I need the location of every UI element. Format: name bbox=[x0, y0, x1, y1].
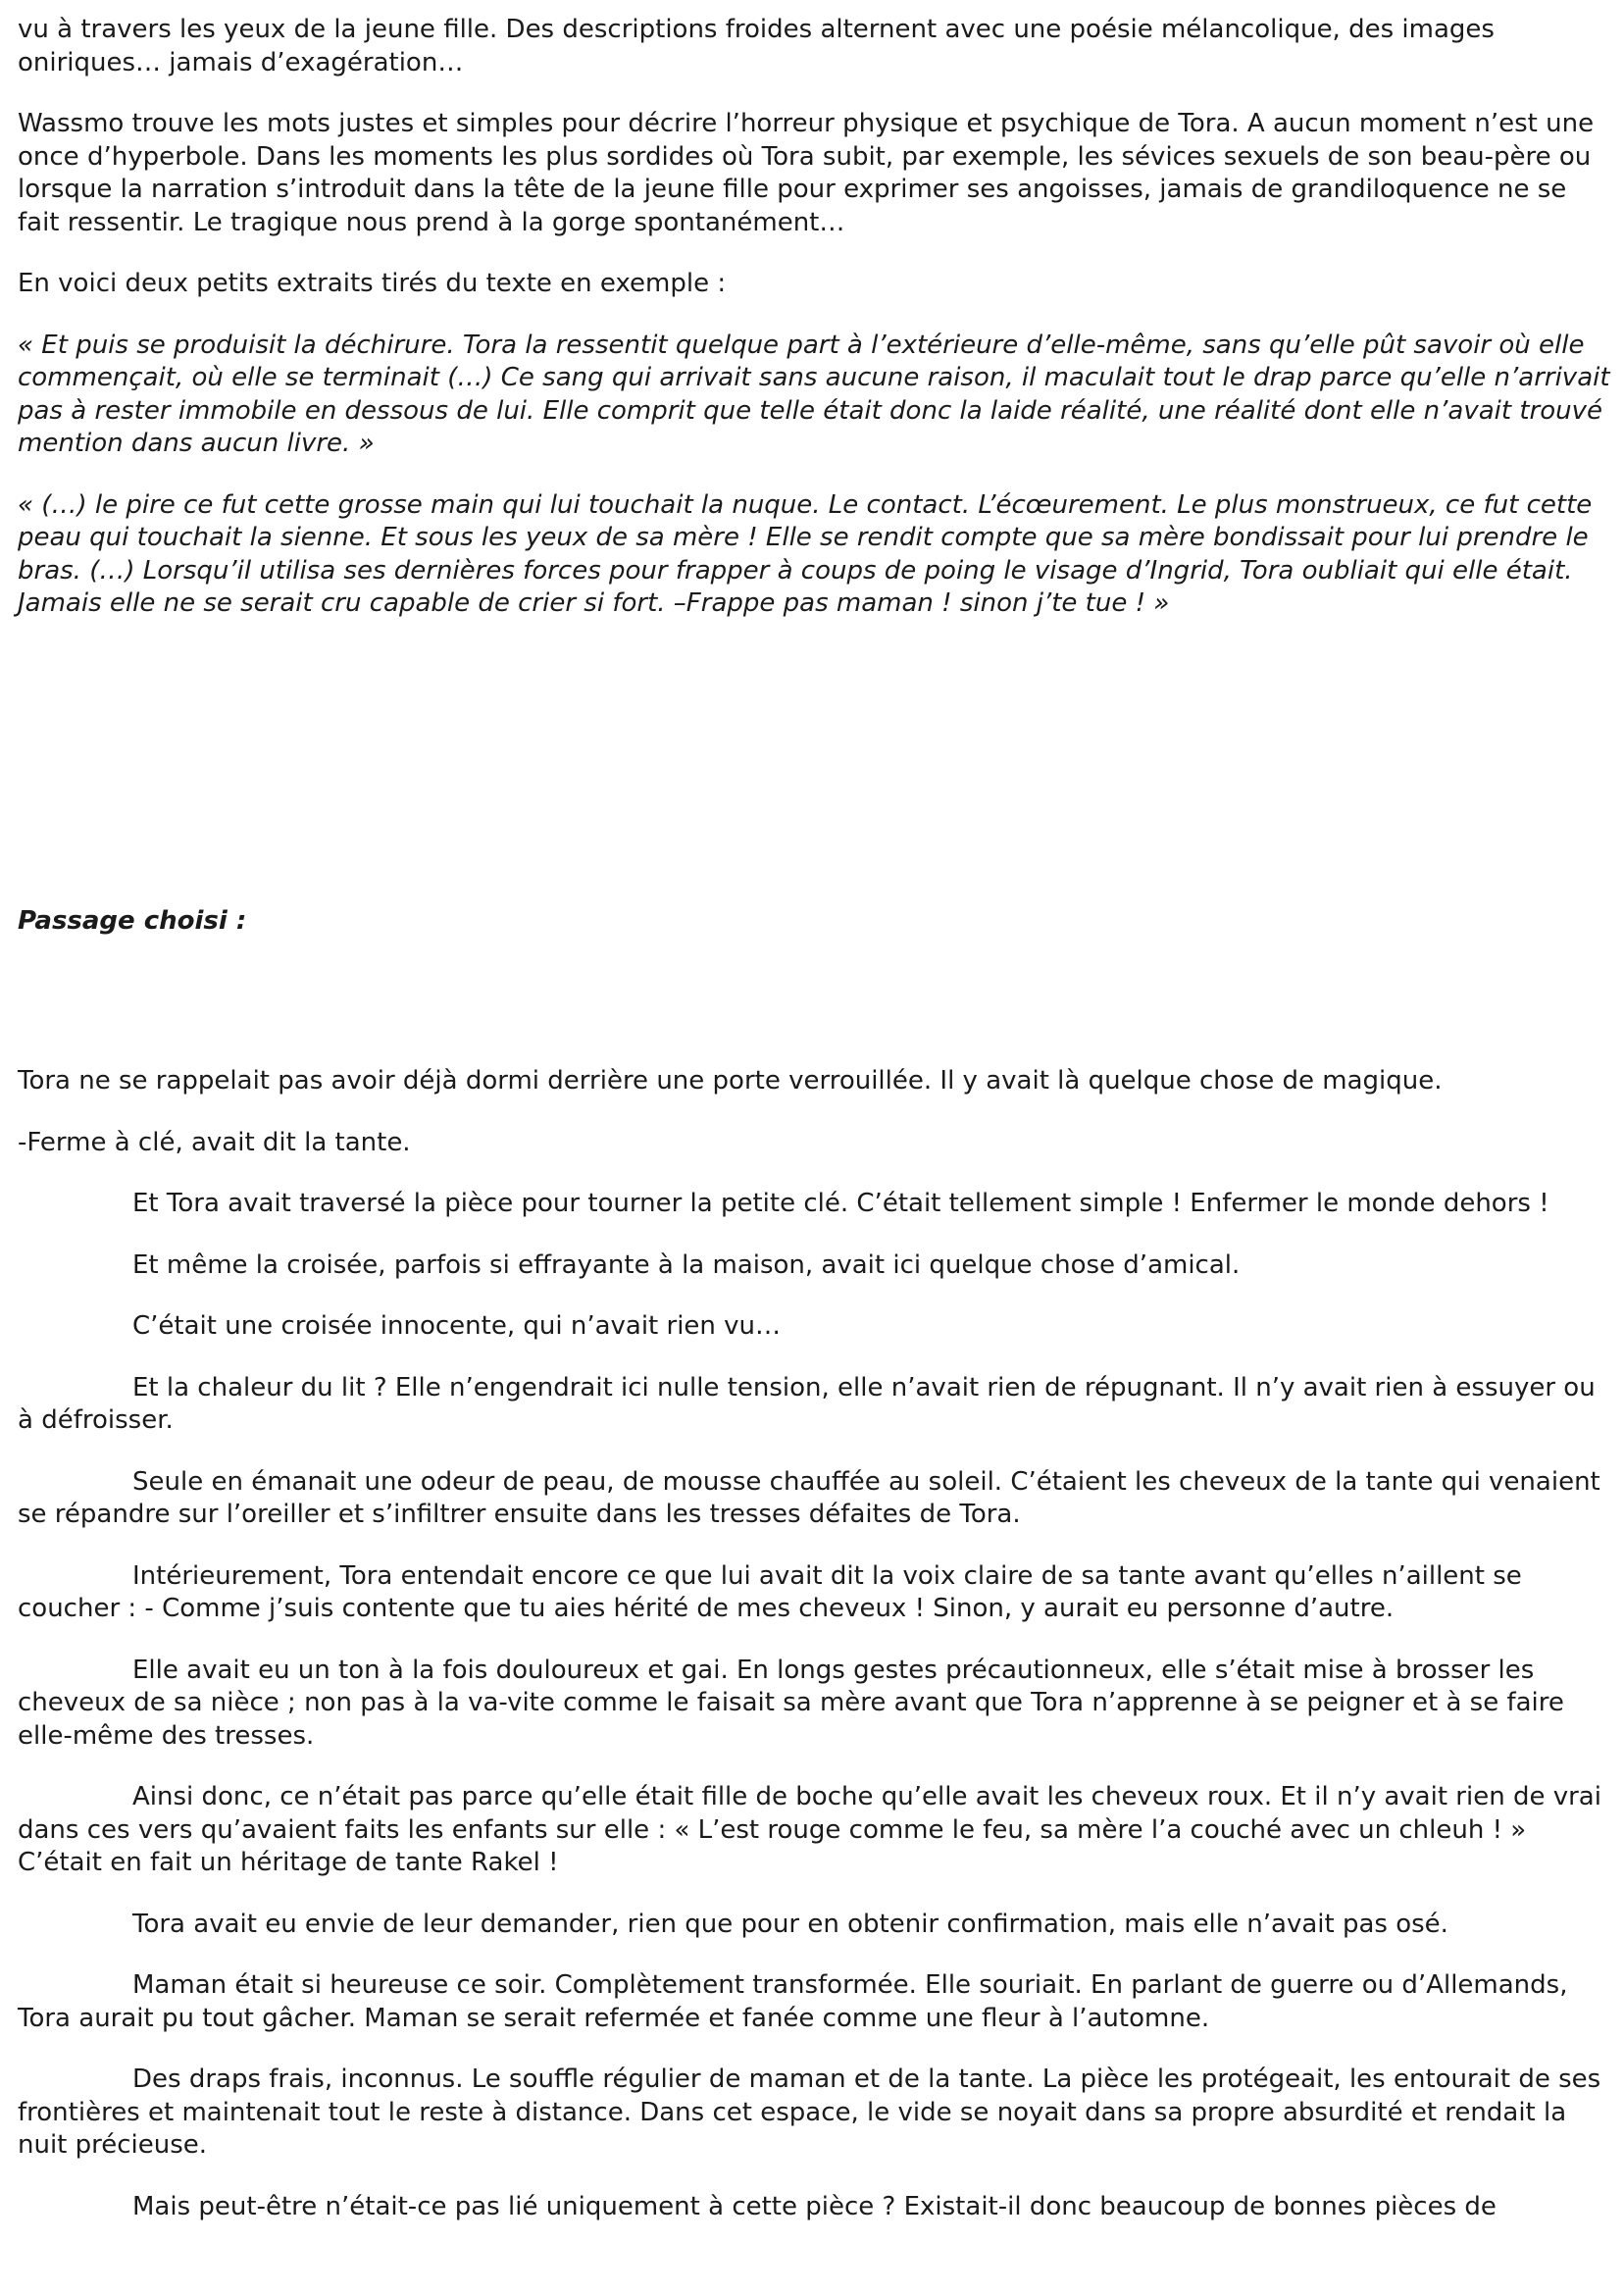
passage-paragraph: Seule en émanait une odeur de peau, de mousse chauffée au soleil. C’étaient les cheveux de la tante qui venaient se répandre sur l’oreiller et s’infiltrer ensuite dans les tresses défaites de Tora. bbox=[18, 1466, 1600, 1529]
document-page bbox=[18, 14, 1611, 2223]
passage-paragraph: Intérieurement, Tora entendait encore ce que lui avait dit la voix claire de sa tante avant qu’elles n’aillent se coucher : - Comme j’suis contente que tu aies hérité de mes cheveux ! Sinon, y aurait eu personne d’autre. bbox=[18, 1560, 1522, 1623]
passage-paragraph: Et Tora avait traversé la pièce pour tourner la petite clé. C’était tellement simple ! Enfermer le monde dehors ! bbox=[132, 1189, 1549, 1218]
passage-paragraph: Maman était si heureuse ce soir. Complètement transformée. Elle souriait. En parlant de guerre ou d’Allemands, Tora aurait pu tout gâcher. Maman se serait refermée et fanée comme une fleur à l’automne. bbox=[18, 1970, 1568, 2033]
passage-paragraph: Ainsi donc, ce n’était pas parce qu’elle était fille de boche qu’elle avait les cheveux roux. Et il n’y avait rien de vrai dans ces vers qu’avaient faits les enfants sur elle : « L’est rouge comme le feu, sa mère l’a couché avec un chleuh ! » C’était en fait un héritage de tante Rakel ! bbox=[18, 1782, 1601, 1877]
passage-paragraph: C’était une croisée innocente, qui n’avait rien vu… bbox=[132, 1311, 782, 1341]
passage-paragraph: Tora ne se rappelait pas avoir déjà dormi derrière une porte verrouillée. Il y avait là quelque chose de magique. bbox=[18, 1066, 1443, 1096]
passage-paragraph: Tora avait eu envie de leur demander, rien que pour en obtenir confirmation, mais elle n’avait pas osé. bbox=[132, 1909, 1448, 1939]
passage-paragraph: Des draps frais, inconnus. Le souffle régulier de maman et de la tante. La pièce les protégeait, les entourait de ses frontières et maintenait tout le reste à distance. Dans cet espace, le vide se noyait dans sa propre absurdité et rendait la nuit précieuse. bbox=[18, 2065, 1601, 2160]
quote-excerpt: « Et puis se produisit la déchirure. Tora la ressentit quelque part à l’extérieure d’elle-même, sans qu’elle pût savoir où elle commençait, où elle se terminait (…) Ce sang qui arrivait sans aucune raison, il maculait tout le drap parce qu’elle n’arrivait pas à rester immobile en dessous de lui. Elle comprit que telle était donc la laide réalité, une réalité dont elle n’avait trouvé mention dans aucun livre. » bbox=[18, 330, 1610, 458]
passage-paragraph: Et la chaleur du lit ? Elle n’engendrait ici nulle tension, elle n’avait rien de répugnant. Il n’y avait rien à essuyer ou à défroisser. bbox=[18, 1372, 1596, 1435]
passage-paragraph: Et même la croisée, parfois si effrayante à la maison, avait ici quelque chose d’amical. bbox=[132, 1249, 1241, 1280]
review-paragraph: En voici deux petits extraits tirés du texte en exemple : bbox=[18, 269, 727, 298]
passage-paragraph: Elle avait eu un ton à la fois douloureux et gai. En longs gestes précautionneux, elle s’était mise à brosser les cheveux de sa nièce ; non pas à la va-vite comme le faisait sa mère avant que Tora n’apprenne à se peigner et à se faire elle-même des tresses. bbox=[18, 1655, 1564, 1751]
quote-excerpt: « (…) le pire ce fut cette grosse main qui lui touchait la nuque. Le contact. L’écœurement. Le plus monstrueux, ce fut cette peau qui touchait la sienne. Et sous les yeux de sa mère ! Elle se rendit compte que sa mère bondissait pour lui prendre le bras. (…) Lorsqu’il utilisa ses dernières forces pour frapper à coups de poing le visage d’Ingrid, Tora oubliait qui elle était. Jamais elle ne se serait cru capable de crier si fort. –Frappe pas maman ! sinon j’te tue ! » bbox=[18, 489, 1593, 618]
passage-paragraph: -Ferme à clé, avait dit la tante. bbox=[18, 1127, 411, 1157]
review-paragraph: Wassmo trouve les mots justes et simples pour décrire l’horreur physique et psychique de Tora. A aucun moment n’est une once d’hyperbole. Dans les moments les plus sordides où Tora subit, par exemple, les sévices sexuels de son beau-père ou lorsque la narration s’introduit dans la tête de la jeune fille pour exprimer ses angoisses, jamais de grandiloquence ne se fait ressentir. Le tragique nous prend à la gorge spontanément… bbox=[18, 109, 1595, 237]
passage-paragraph: Mais peut-être n’était-ce pas lié uniquement à cette pièce ? Existait-il donc beaucoup de bonnes pièces de bbox=[132, 2191, 1497, 2221]
review-paragraph: vu à travers les yeux de la jeune fille. Des descriptions froides alternent avec une poésie mélancolique, des images oniriques… jamais d’exagération… bbox=[18, 15, 1495, 77]
section-heading: Passage choisi : bbox=[18, 905, 247, 936]
